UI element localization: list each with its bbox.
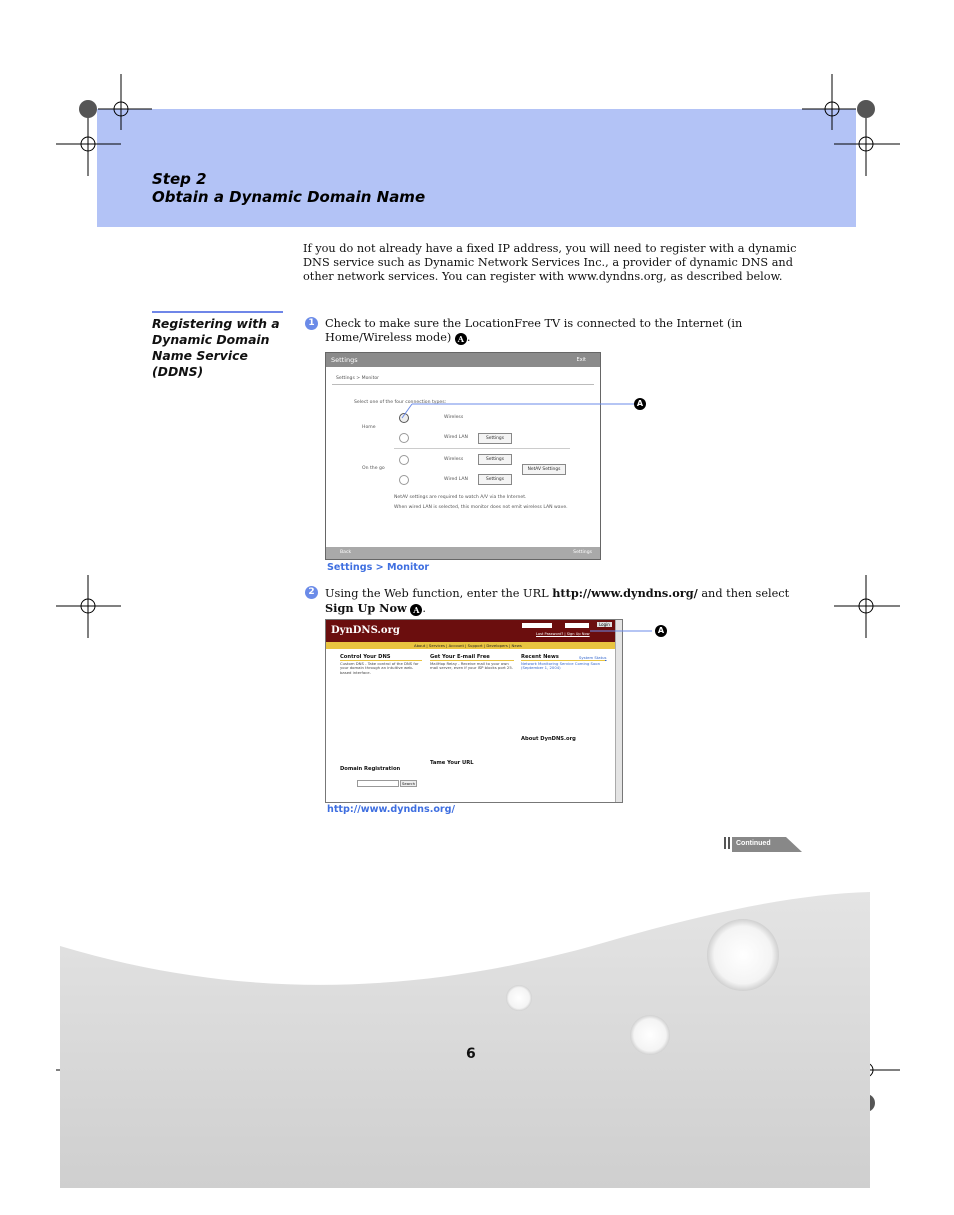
go-wireless-radio[interactable] [399, 455, 409, 465]
password-input[interactable] [565, 623, 589, 628]
step-title: Obtain a Dynamic Domain Name [152, 188, 426, 206]
step-2-action: Sign Up Now [325, 601, 407, 616]
login-button[interactable]: Login [599, 622, 610, 627]
go-wired-settings-button[interactable]: Settings [478, 474, 512, 485]
step-2-middle: and then select [697, 587, 790, 600]
settings-title-bar [326, 353, 600, 367]
step-1-callout: A [455, 333, 467, 345]
step-1-sentence: Check to make sure the LocationFree TV is connected to the Internet (in Home/Wireless mode) [325, 317, 743, 345]
connection-prompt: Select one of the four connection types: [354, 400, 447, 405]
col3-text[interactable]: Network Monitoring Service Coming Soon (September 1, 2004) [521, 661, 601, 671]
step-2-text: Using the Web function, enter the URL http://www.dyndns.org/ and then select Sign Up Now A . [325, 586, 790, 616]
home-wired-radio[interactable] [399, 433, 409, 443]
note-wired: When wired LAN is selected, this monitor does not emit wireless LAN wave. [394, 505, 568, 510]
step-1-number: 1 [305, 317, 318, 330]
callout-leader-2 [590, 625, 652, 635]
go-wired-label: Wired LAN [444, 477, 468, 482]
sidebar-heading: Registering with a Dynamic Domain Name Service (DDNS) [152, 316, 280, 379]
section-divider [394, 448, 570, 449]
back-button[interactable]: Back [340, 550, 352, 555]
dyndns-nav [326, 642, 616, 649]
exit-button[interactable]: Exit [576, 357, 586, 363]
step-2-before: Using the Web function, enter the URL [325, 587, 553, 600]
go-wireless-settings-button[interactable]: Settings [478, 454, 512, 465]
caption-url: http://www.dyndns.org/ [327, 804, 456, 815]
go-wired-radio[interactable] [399, 475, 409, 485]
page-number: 6 [466, 1046, 476, 1062]
system-status-link[interactable]: System Status [579, 655, 607, 660]
settings-title: Settings [331, 356, 358, 364]
callout-a-1: A [634, 398, 646, 410]
step-2-number: 2 [305, 586, 318, 599]
settings-screenshot [325, 352, 601, 560]
on-the-go-label: On the go [362, 466, 385, 471]
step-1-text: Check to make sure the LocationFree TV is connected to the Internet (in Home/Wireless mode) A . [325, 317, 743, 345]
home-wired-settings-button[interactable]: Settings [478, 433, 512, 444]
col1-sub: Domain Registration [340, 766, 401, 772]
col2-rule [430, 660, 514, 661]
col1-rule [340, 660, 422, 661]
col2-sub: Tame Your URL [430, 760, 474, 766]
breadcrumb: Settings > Monitor [336, 376, 380, 381]
col2-text: MailHop Relay - Receive mail to your own mail server, even if your ISP blocks port 25. [430, 661, 513, 671]
domain-input[interactable] [357, 780, 399, 787]
dyndns-screenshot [325, 619, 623, 803]
step-label: Step 2 [152, 170, 207, 188]
col1-heading: Control Your DNS [340, 654, 391, 660]
dyndns-header [326, 620, 616, 642]
go-wireless-label: Wireless [444, 457, 464, 462]
step-2-url: http://www.dyndns.org/ [552, 586, 698, 600]
dyndns-logo: DynDNS.org [331, 625, 400, 636]
settings-bottom-bar [326, 547, 600, 559]
netav-settings-button[interactable]: NetAV Settings [522, 464, 566, 475]
home-wired-label: Wired LAN [444, 435, 468, 440]
callout-a-2: A [655, 625, 667, 637]
note-netav: NetAV settings are required to watch A/V via the Internet. [394, 495, 527, 500]
username-input[interactable] [522, 623, 552, 628]
decorative-wave [60, 880, 870, 1188]
intro-paragraph: If you do not already have a fixed IP address, you will need to register with a dynamic DNS service such as Dynamic Network Services Inc., a provider of dynamic DNS and other network services. You can register with www.dyndns.org, as described below. [303, 242, 797, 284]
scrollbar[interactable] [615, 620, 622, 802]
sidebar-rule [152, 311, 283, 313]
continued-label: Continued [736, 840, 771, 847]
col1-text: Custom DNS - Take control of the DNS for your domain through an intuitive web-based interface. [340, 661, 419, 675]
col2-heading: Get Your E-mail Free [430, 654, 490, 660]
caption-settings: Settings > Monitor [327, 562, 430, 573]
search-button[interactable]: Search [402, 781, 416, 786]
sign-up-link[interactable]: Lost Password? | Sign Up Now [536, 632, 590, 636]
divider [332, 384, 594, 385]
step-2-callout: A [410, 604, 422, 616]
col3-heading: Recent News [521, 654, 559, 660]
home-wireless-label: Wireless [444, 415, 464, 420]
col3-sub: About DynDNS.org [521, 736, 576, 742]
nav-links[interactable]: About | Services | Account | Support | Developers | News [414, 643, 522, 648]
col3-rule [521, 660, 605, 661]
help-button[interactable]: Settings [573, 550, 592, 555]
home-label: Home [362, 425, 376, 430]
callout-leader-1 [398, 398, 644, 422]
